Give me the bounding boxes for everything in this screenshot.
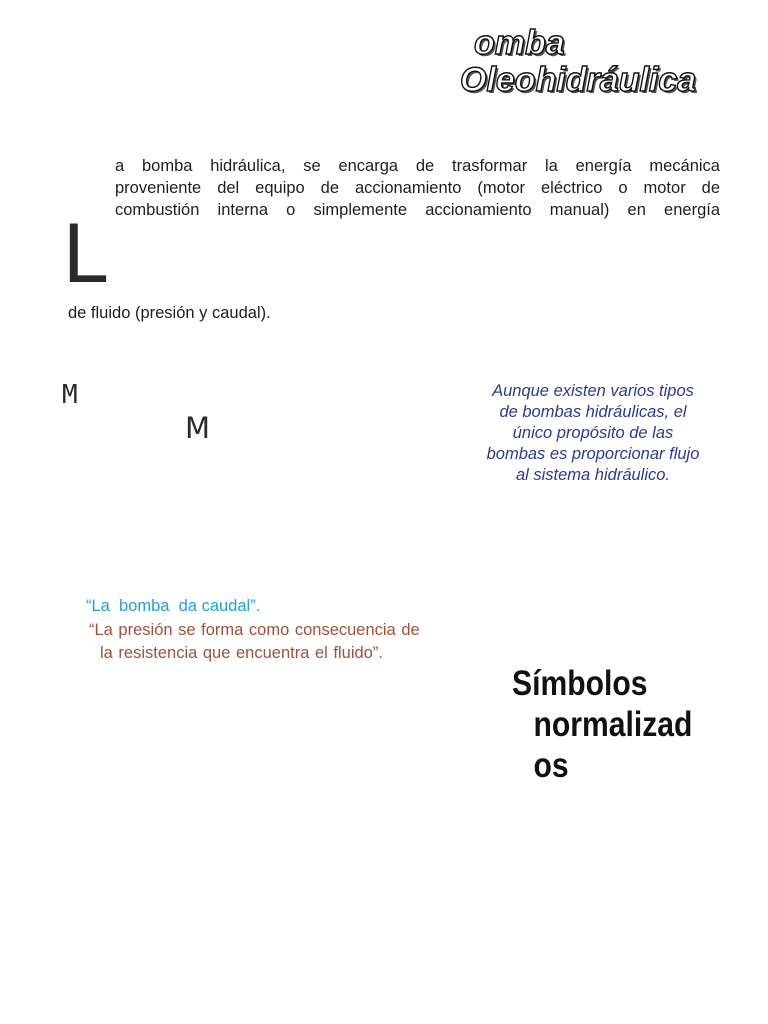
- page-title: [474, 25, 565, 61]
- quote-presion: [89, 619, 509, 665]
- quote-caudal: “La bomba da caudal”.: [86, 597, 261, 615]
- callout-line-2: de bombas hidráulicas, el: [499, 403, 687, 421]
- page-title-second: [460, 62, 696, 98]
- page-title-line2: Oleohidráulica: [460, 61, 697, 99]
- section-heading-line-3: os: [533, 746, 569, 785]
- callout-text: [462, 381, 724, 486]
- section-heading-line-2: normalizad: [533, 705, 693, 744]
- motor-symbol-letter-2: M: [185, 411, 211, 445]
- page-title-line1: omba: [474, 24, 565, 62]
- intro-line-1: a bomba hidráulica, se encarga de trasformar la energía mecánica: [115, 157, 720, 175]
- callout-line-1: Aunque existen varios tipos: [492, 382, 694, 400]
- intro-line-3: combustión interna o simplemente accionamiento manual) en energía: [115, 201, 720, 219]
- motor-symbol-letter-1: M: [62, 380, 78, 410]
- intro-continuation: de fluido (presión y caudal).: [68, 304, 271, 322]
- section-heading-symbols: [512, 663, 692, 786]
- callout-line-3: único propósito de las: [512, 424, 674, 442]
- intro-line-2: proveniente del equipo de accionamiento (motor eléctrico o motor de: [115, 179, 720, 197]
- callout-line-5: al sistema hidráulico.: [515, 466, 671, 484]
- callout-line-4: bombas es proporcionar flujo: [486, 445, 700, 463]
- quote-presion-line-2: la resistencia que encuentra el fluido”.: [100, 644, 383, 662]
- drop-cap: L: [62, 208, 107, 301]
- intro-paragraph: [115, 155, 720, 221]
- section-heading-line-1: Símbolos: [512, 664, 648, 703]
- quote-presion-line-1: “La presión se forma como consecuencia de: [89, 621, 420, 639]
